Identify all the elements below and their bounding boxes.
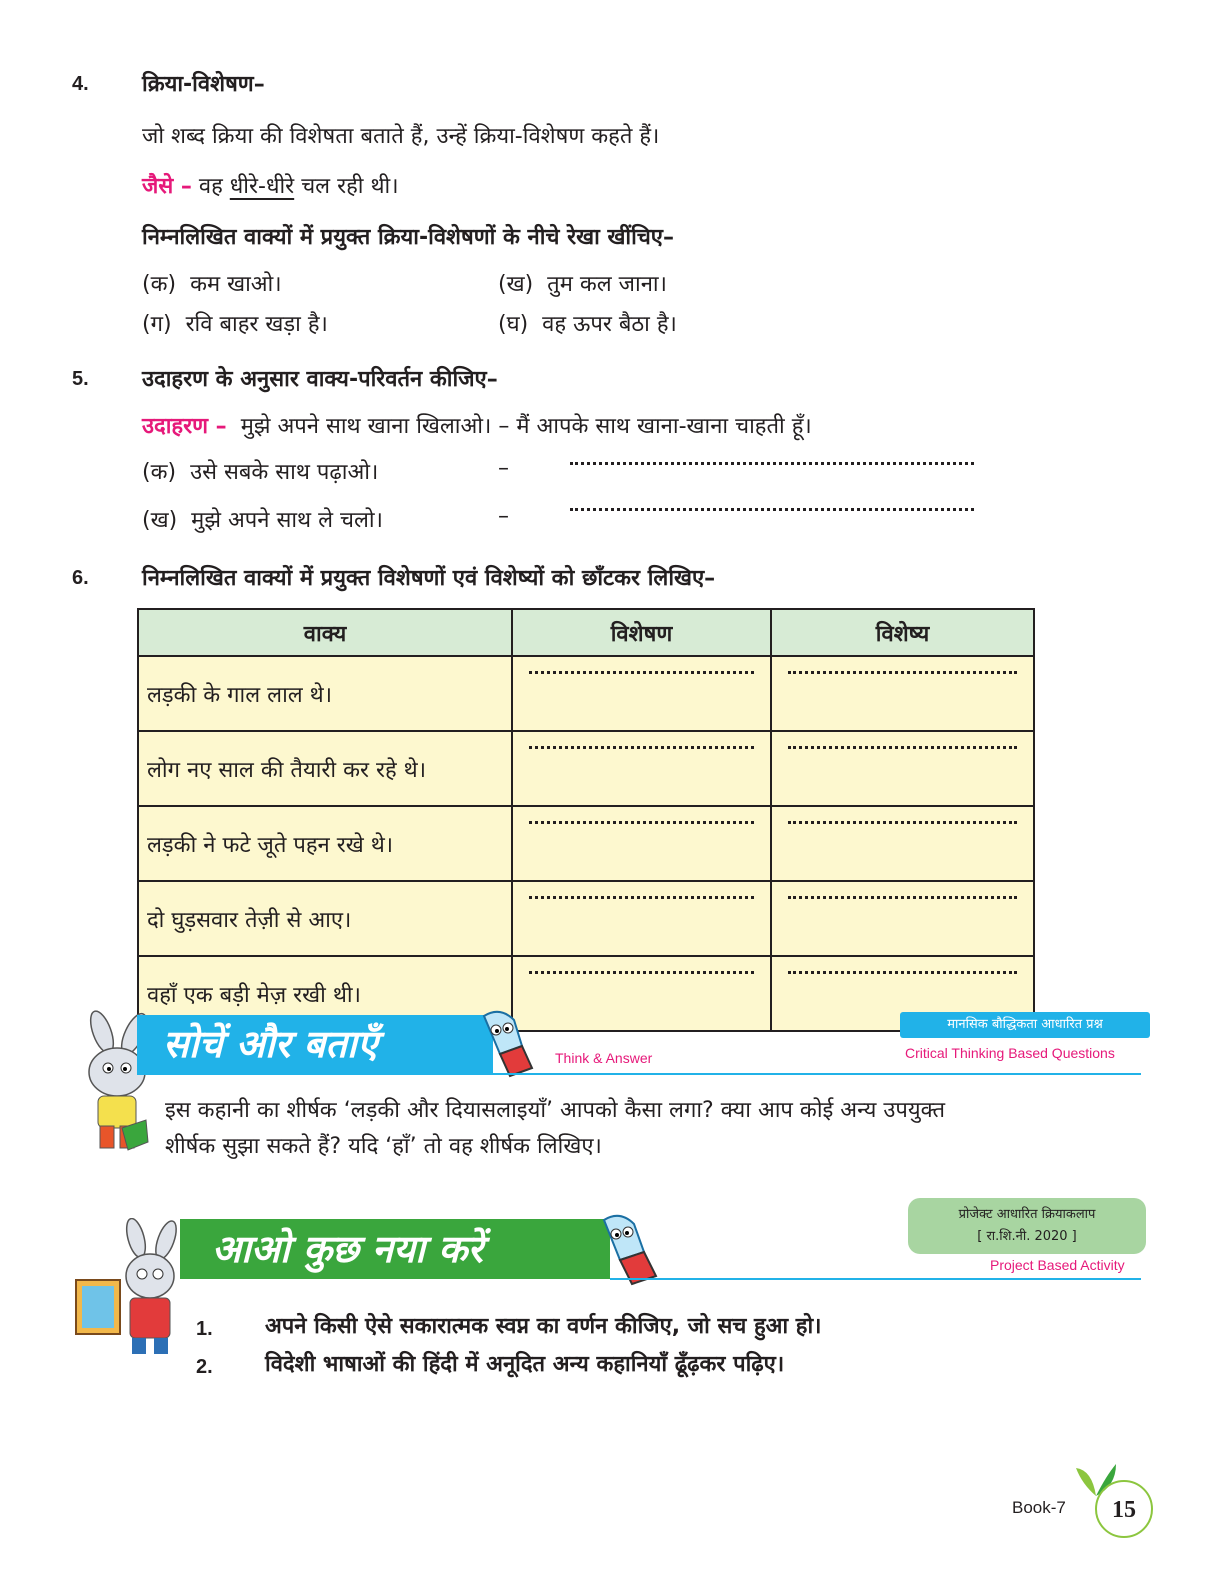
sentence-cell: लड़की के गाल लाल थे। (138, 656, 512, 731)
critical-thinking-english: Critical Thinking Based Questions (905, 1045, 1115, 1061)
q4-item-ka: (क) कम खाओ। (142, 272, 282, 297)
project-banner: आओ कुछ नया करें (180, 1219, 610, 1279)
q5-example-text: मुझे अपने साथ खाना खिलाओ। – मैं आपके साथ खाना-खाना चाहती हूँ। (240, 414, 812, 439)
project-divider (610, 1278, 1141, 1280)
sentence-cell: लोग नए साल की तैयारी कर रहे थे। (138, 731, 512, 806)
q6-number: 6. (72, 567, 89, 589)
visheshya-blank[interactable] (771, 656, 1034, 731)
q5-item-kha: (ख) मुझे अपने साथ ले चलो। (142, 508, 383, 533)
q4-definition: जो शब्द क्रिया की विशेषता बताते हैं, उन्हें क्रिया-विशेषण कहते हैं। (142, 124, 660, 149)
exercise-table (137, 608, 1035, 1032)
page-number: 15 (1095, 1480, 1153, 1538)
example-underlined: धीरे-धीरे (229, 174, 295, 199)
q4-example (142, 170, 399, 200)
q5-title: उदाहरण के अनुसार वाक्य-परिवर्तन कीजिए– (142, 367, 498, 392)
example-pre: वह (198, 174, 223, 199)
q6-title: निम्नलिखित वाक्यों में प्रयुक्त विशेषणों एवं विशेष्यों को छाँटकर लिखिए– (142, 566, 716, 591)
table-row (138, 731, 1034, 806)
q4-item-ga: (ग) रवि बाहर खड़ा है। (142, 312, 328, 337)
header-vakya: वाक्य (138, 609, 512, 656)
project-item-text: अपने किसी ऐसे सकारात्मक स्वप्न का वर्णन कीजिए, जो सच हुआ हो। (265, 1314, 822, 1339)
pen-mascot-icon (590, 1210, 670, 1286)
table-header-row (138, 609, 1034, 656)
critical-thinking-tag: मानसिक बौद्धिकता आधारित प्रश्न (900, 1012, 1150, 1038)
think-english-label: Think & Answer (555, 1050, 653, 1066)
q5-answer-line-ka[interactable] (570, 462, 974, 465)
think-question-line1: इस कहानी का शीर्षक ‘लड़की और दियासलाइयाँ’ आपको कैसा लगा? क्या आप कोई अन्य उपयुक्त (165, 1098, 946, 1123)
visheshan-blank[interactable] (512, 806, 771, 881)
header-visheshya: विशेष्य (771, 609, 1034, 656)
project-tag: प्रोजेक्ट आधारित क्रियाकलाप [ रा.शि.नी. 2020 ] (908, 1198, 1146, 1254)
project-item-number: 2. (196, 1356, 213, 1378)
think-divider (137, 1073, 1141, 1075)
visheshya-blank[interactable] (771, 806, 1034, 881)
q5-dash-kha: – (498, 504, 509, 529)
sentence-cell: लड़की ने फटे जूते पहन रखे थे। (138, 806, 512, 881)
visheshan-blank[interactable] (512, 731, 771, 806)
visheshan-blank[interactable] (512, 881, 771, 956)
q5-dash-ka: – (498, 456, 509, 481)
book-label: Book-7 (1012, 1498, 1066, 1517)
q5-item-ka: (क) उसे सबके साथ पढ़ाओ। (142, 460, 379, 485)
visheshya-blank[interactable] (771, 731, 1034, 806)
q4-title: क्रिया-विशेषण– (142, 72, 265, 97)
think-question-line2: शीर्षक सुझा सकते हैं? यदि ‘हाँ’ तो वह शीर्षक लिखिए। (165, 1134, 602, 1159)
q4-number: 4. (72, 73, 89, 95)
sentence-cell: दो घुड़सवार तेज़ी से आए। (138, 881, 512, 956)
q4-item-gha: (घ) वह ऊपर बैठा है। (498, 312, 677, 337)
visheshya-blank[interactable] (771, 881, 1034, 956)
q5-number: 5. (72, 368, 89, 390)
project-item-text: विदेशी भाषाओं की हिंदी में अनूदित अन्य कहानियाँ ढूँढ़कर पढ़िए। (265, 1352, 785, 1377)
example-post: चल रही थी। (301, 174, 399, 199)
example-label: जैसे – (142, 174, 192, 199)
visheshan-blank[interactable] (512, 656, 771, 731)
sentence-cell: वहाँ एक बड़ी मेज़ रखी थी। (138, 956, 512, 1031)
q5-example-label: उदाहरण – (142, 414, 227, 439)
painter-rabbit-icon (70, 1218, 186, 1358)
q4-instruction: निम्नलिखित वाक्यों में प्रयुक्त क्रिया-विशेषणों के नीचे रेखा खींचिए– (142, 225, 674, 250)
think-banner: सोचें और बताएँ (137, 1015, 493, 1073)
table-row (138, 881, 1034, 956)
header-visheshan: विशेषण (512, 609, 771, 656)
project-item-number: 1. (196, 1318, 213, 1340)
q5-example (142, 410, 812, 440)
table-row (138, 656, 1034, 731)
project-english-label: Project Based Activity (990, 1257, 1125, 1273)
table-row (138, 806, 1034, 881)
q5-answer-line-kha[interactable] (570, 508, 974, 511)
q4-item-kha: (ख) तुम कल जाना। (498, 272, 667, 297)
visheshan-blank[interactable] (512, 956, 771, 1031)
pen-mascot-icon (470, 1006, 542, 1078)
